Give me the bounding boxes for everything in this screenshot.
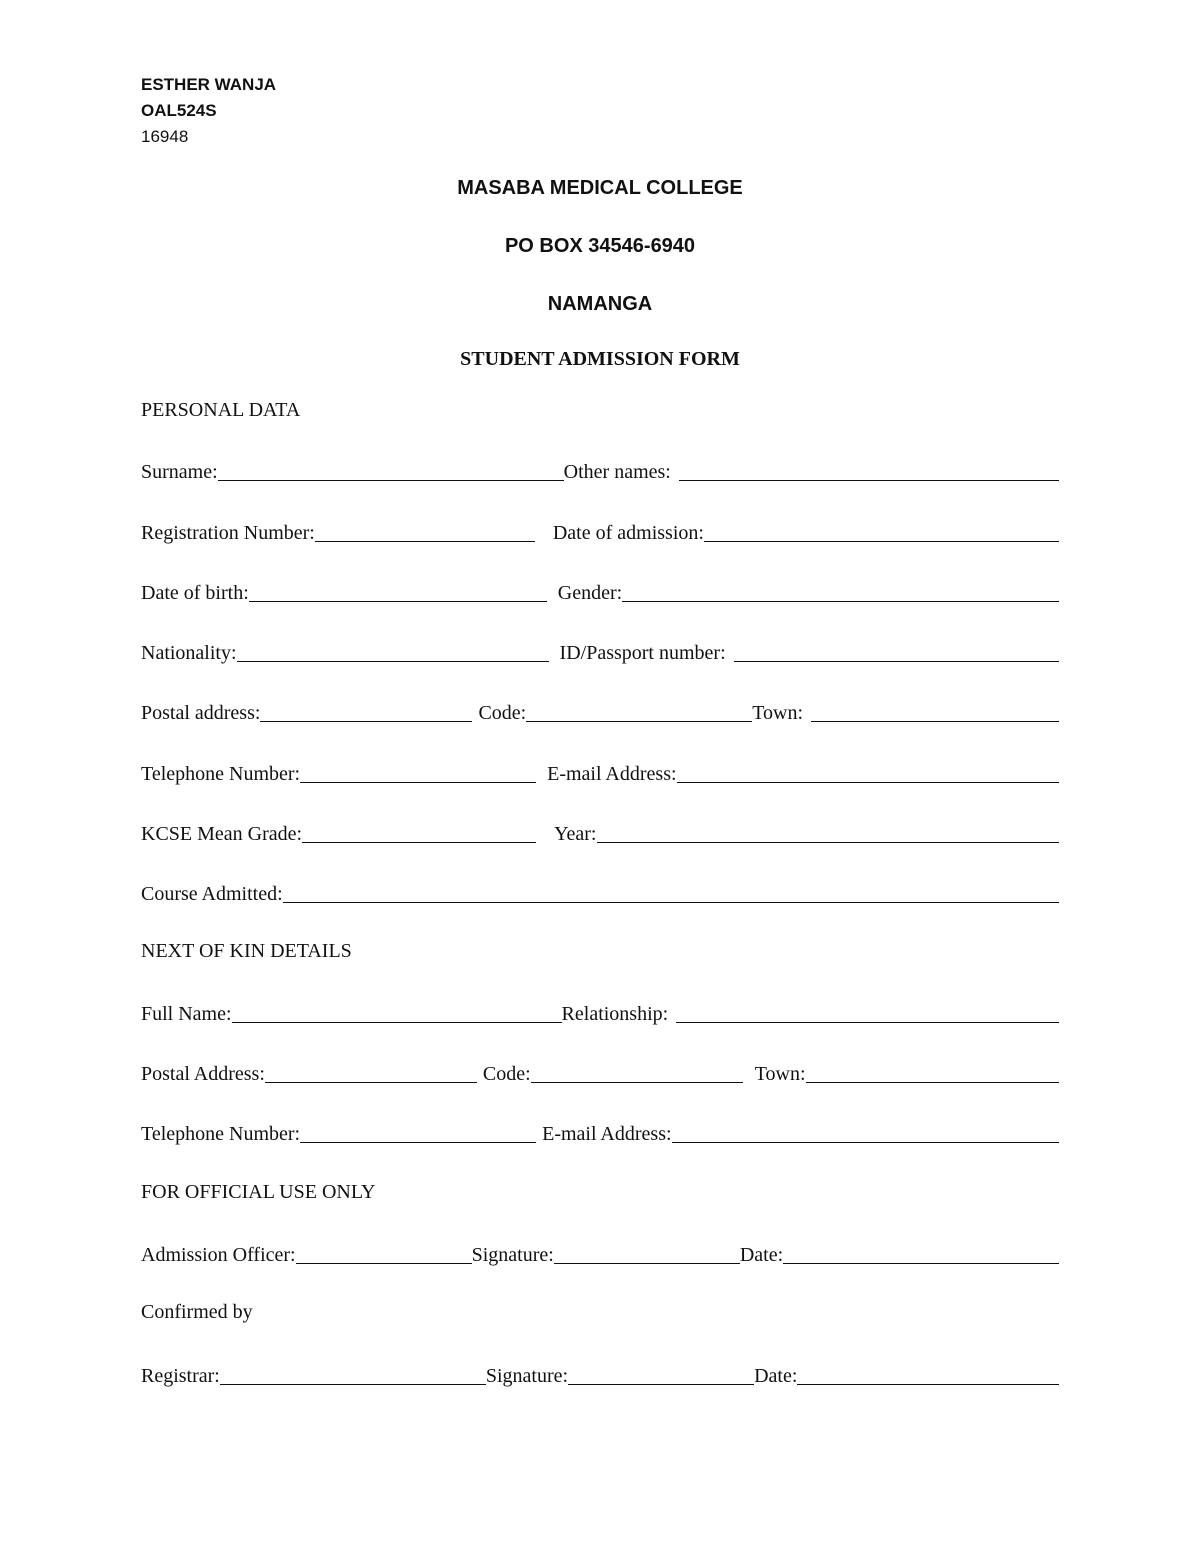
telephone-label: Telephone Number: bbox=[141, 763, 301, 785]
town-field[interactable] bbox=[811, 721, 1059, 722]
section-official-use: FOR OFFICIAL USE ONLY bbox=[141, 1181, 376, 1203]
id-passport-label: ID/Passport number: bbox=[559, 642, 726, 664]
telephone-field[interactable] bbox=[300, 782, 536, 783]
row-registration bbox=[141, 514, 1059, 544]
kin-town-label: Town: bbox=[754, 1063, 806, 1085]
officer-signature-label: Signature: bbox=[471, 1244, 554, 1266]
code-label: Code: bbox=[478, 702, 527, 724]
town-label: Town: bbox=[752, 702, 804, 724]
registrar-field[interactable] bbox=[220, 1384, 486, 1385]
row-kin-postal bbox=[141, 1055, 1059, 1085]
section-next-of-kin: NEXT OF KIN DETAILS bbox=[141, 940, 352, 962]
row-admission-officer bbox=[141, 1236, 1059, 1266]
college-name: MASABA MEDICAL COLLEGE bbox=[457, 177, 743, 199]
kin-full-name-label: Full Name: bbox=[141, 1003, 232, 1025]
surname-label: Surname: bbox=[141, 461, 218, 483]
row-telephone bbox=[141, 755, 1059, 785]
gender-label: Gender: bbox=[557, 582, 623, 604]
code-field[interactable] bbox=[526, 721, 752, 722]
course-label: Course Admitted: bbox=[141, 883, 283, 905]
row-postal-address bbox=[141, 694, 1059, 724]
kin-relationship-field[interactable] bbox=[676, 1022, 1059, 1023]
surname-field[interactable] bbox=[218, 480, 564, 481]
kin-email-label: E-mail Address: bbox=[542, 1123, 672, 1145]
row-surname bbox=[141, 453, 1059, 483]
section-personal-data: PERSONAL DATA bbox=[141, 399, 301, 421]
kcse-label: KCSE Mean Grade: bbox=[141, 823, 303, 845]
author-code: OAL524S bbox=[141, 101, 217, 120]
gender-field[interactable] bbox=[622, 601, 1059, 602]
officer-date-field[interactable] bbox=[783, 1263, 1059, 1264]
confirmed-by-label: Confirmed by bbox=[141, 1301, 253, 1323]
row-kin-name bbox=[141, 995, 1059, 1025]
registration-number-label: Registration Number: bbox=[141, 522, 315, 544]
admission-officer-field[interactable] bbox=[296, 1263, 472, 1264]
admission-officer-label: Admission Officer: bbox=[141, 1244, 296, 1266]
row-kin-telephone bbox=[141, 1115, 1059, 1145]
nationality-field[interactable] bbox=[237, 661, 549, 662]
kin-code-label: Code: bbox=[482, 1063, 531, 1085]
postal-address-label: Postal address: bbox=[141, 702, 261, 724]
author-block bbox=[141, 72, 276, 150]
kin-telephone-label: Telephone Number: bbox=[141, 1123, 301, 1145]
row-course bbox=[141, 875, 1059, 905]
email-field[interactable] bbox=[677, 782, 1059, 783]
year-field[interactable] bbox=[597, 842, 1060, 843]
kin-town-field[interactable] bbox=[806, 1082, 1059, 1083]
college-town: NAMANGA bbox=[547, 293, 653, 315]
officer-date-label: Date: bbox=[739, 1244, 784, 1266]
row-registrar bbox=[141, 1357, 1059, 1387]
kin-relationship-label: Relationship: bbox=[561, 1003, 669, 1025]
year-label: Year: bbox=[554, 823, 597, 845]
kin-postal-address-label: Postal Address: bbox=[141, 1063, 265, 1085]
registrar-signature-label: Signature: bbox=[485, 1365, 569, 1387]
officer-signature-field[interactable] bbox=[554, 1263, 740, 1264]
college-po-box: PO BOX 34546-6940 bbox=[504, 235, 696, 257]
id-passport-field[interactable] bbox=[734, 661, 1059, 662]
author-name: ESTHER WANJA bbox=[141, 75, 277, 94]
author-number: 16948 bbox=[141, 127, 189, 146]
date-of-admission-label: Date of admission: bbox=[552, 522, 704, 544]
registrar-date-field[interactable] bbox=[797, 1384, 1059, 1385]
other-names-label: Other names: bbox=[563, 461, 671, 483]
kin-email-field[interactable] bbox=[672, 1142, 1059, 1143]
course-field[interactable] bbox=[283, 902, 1059, 903]
kin-full-name-field[interactable] bbox=[232, 1022, 562, 1023]
kin-code-field[interactable] bbox=[531, 1082, 743, 1083]
date-of-admission-field[interactable] bbox=[704, 541, 1059, 542]
kin-telephone-field[interactable] bbox=[300, 1142, 536, 1143]
postal-address-field[interactable] bbox=[260, 721, 472, 722]
email-label: E-mail Address: bbox=[547, 763, 677, 785]
nationality-label: Nationality: bbox=[141, 642, 237, 664]
date-of-birth-label: Date of birth: bbox=[141, 582, 249, 604]
form-title: STUDENT ADMISSION FORM bbox=[460, 348, 740, 370]
row-birth-gender bbox=[141, 574, 1059, 604]
kcse-field[interactable] bbox=[302, 842, 536, 843]
registrar-label: Registrar: bbox=[141, 1365, 220, 1387]
row-nationality bbox=[141, 634, 1059, 664]
registrar-signature-field[interactable] bbox=[568, 1384, 754, 1385]
other-names-field[interactable] bbox=[679, 480, 1059, 481]
date-of-birth-field[interactable] bbox=[249, 601, 547, 602]
row-kcse bbox=[141, 815, 1059, 845]
registration-number-field[interactable] bbox=[315, 541, 535, 542]
kin-postal-address-field[interactable] bbox=[265, 1082, 477, 1083]
registrar-date-label: Date: bbox=[754, 1365, 798, 1387]
